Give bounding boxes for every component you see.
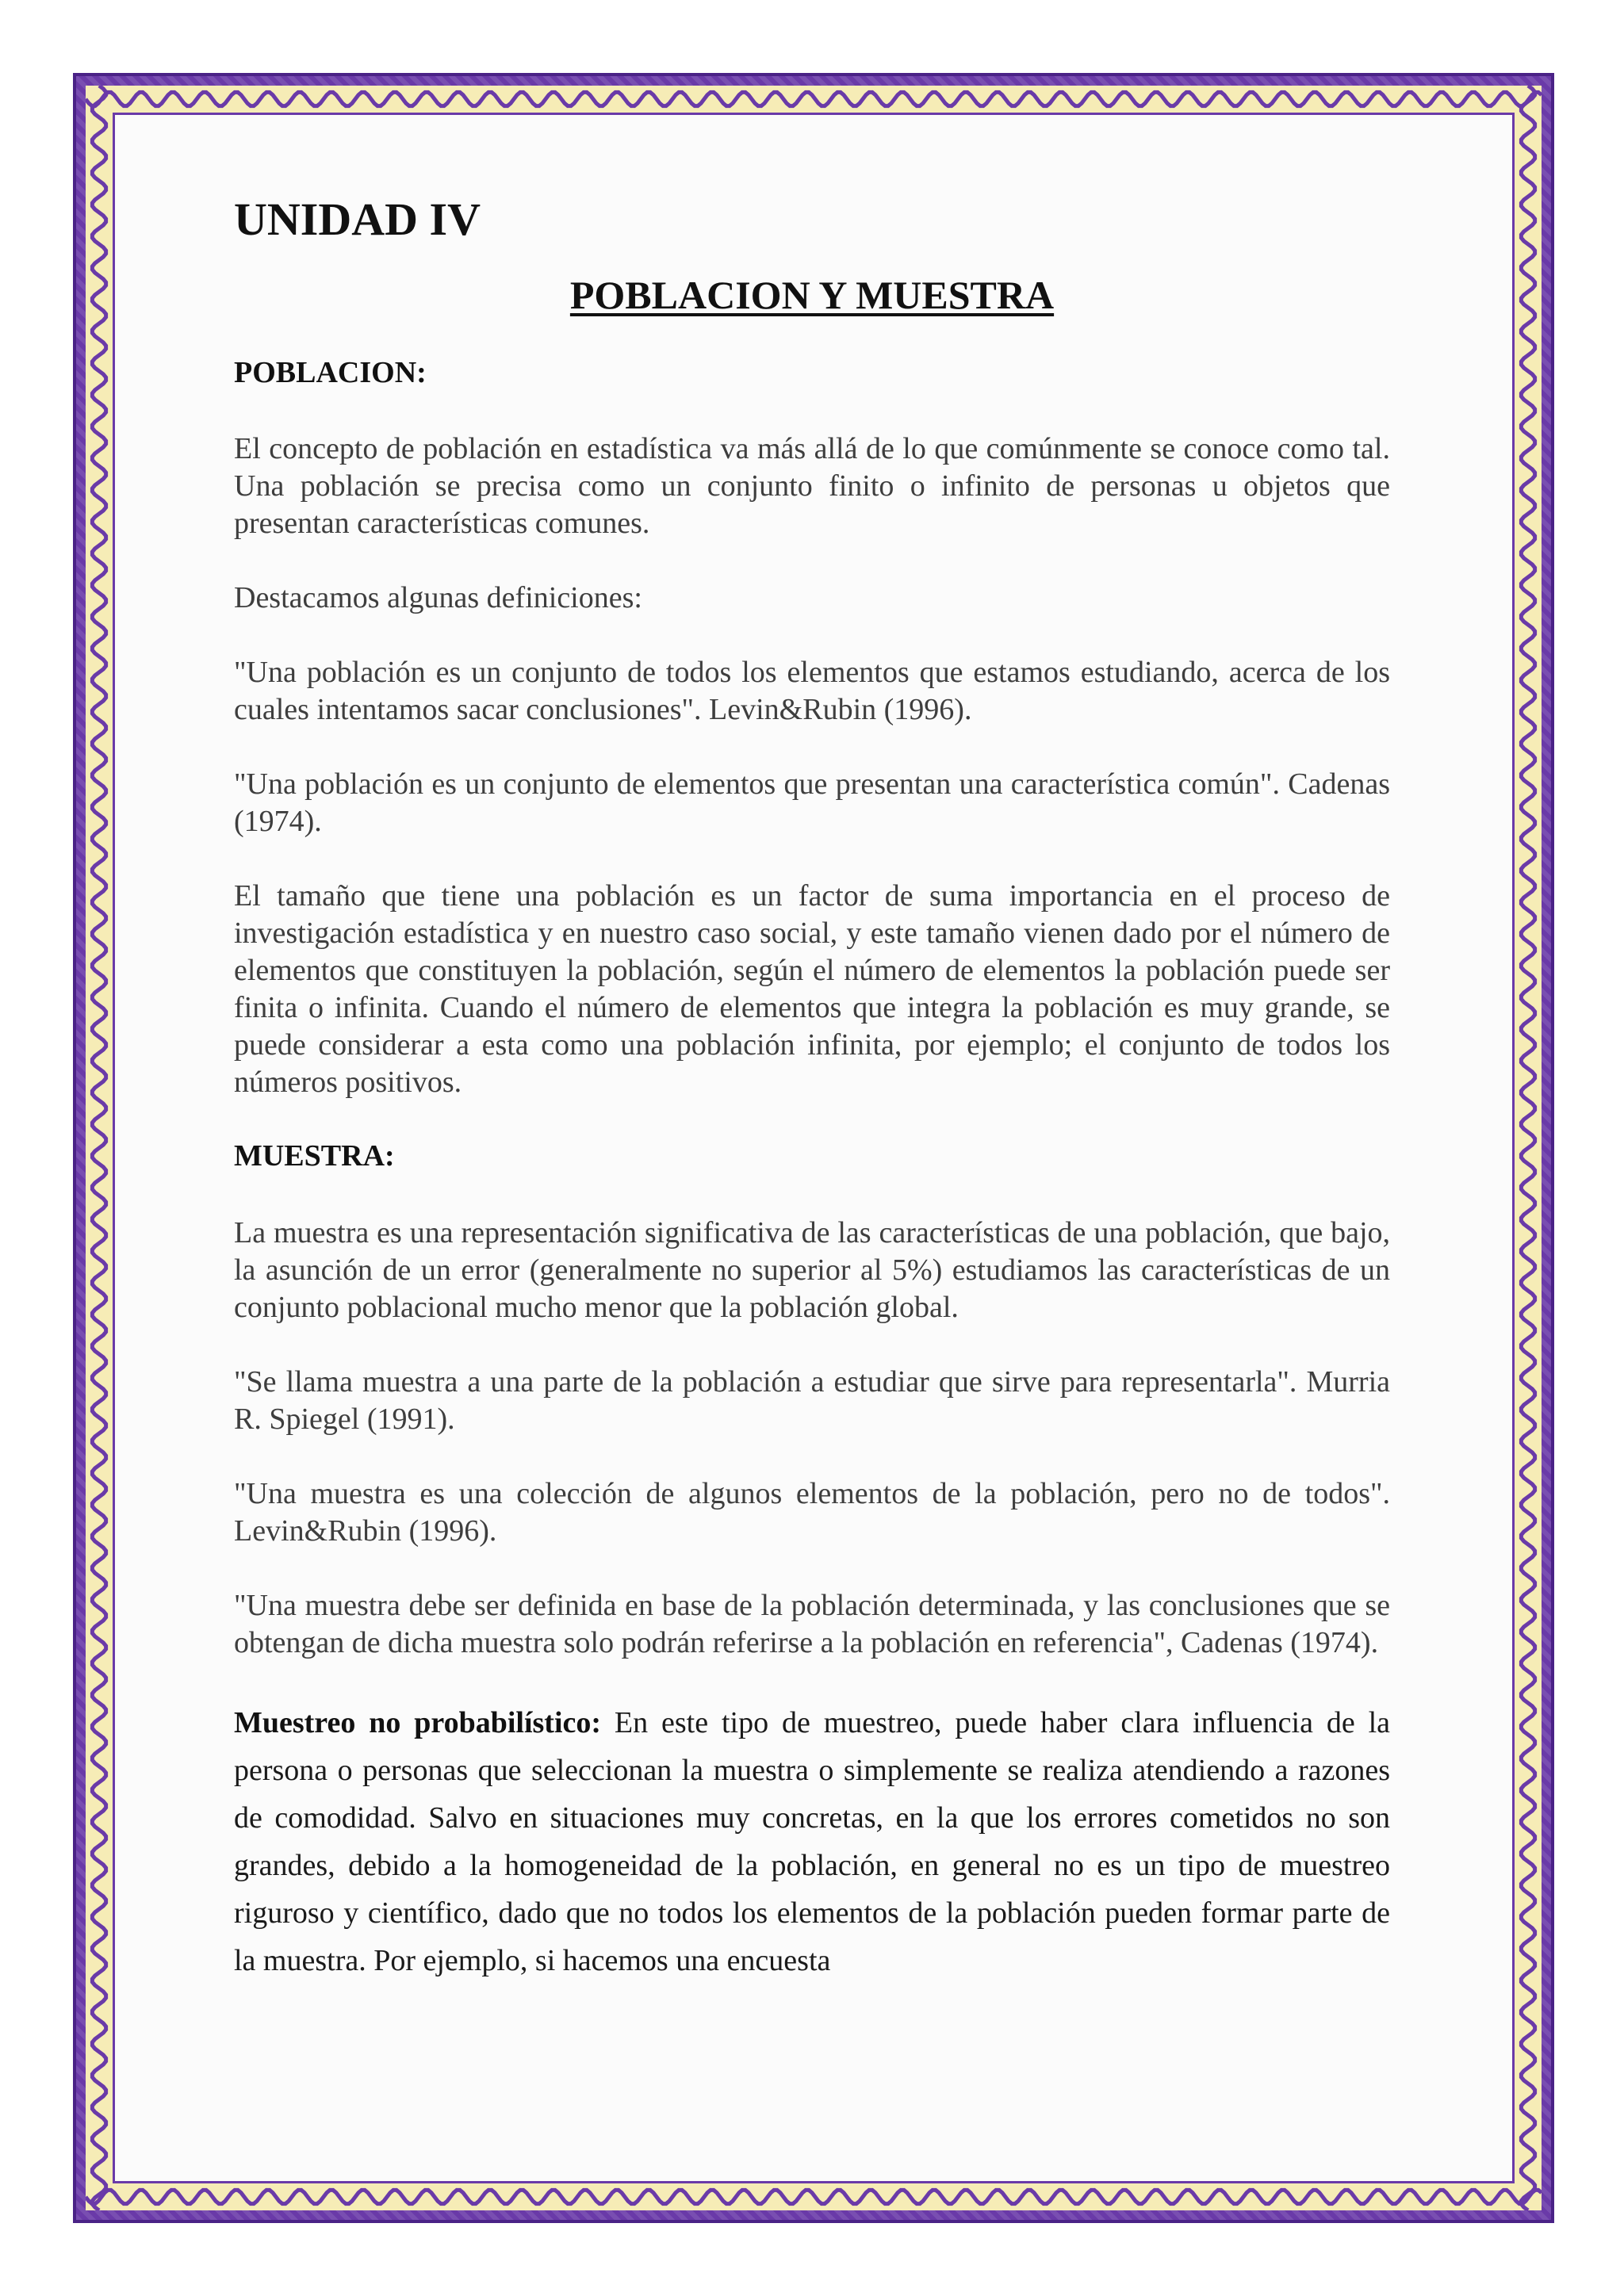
muestra-intro: La muestra es una representación significativa de las características de una población, que bajo, la asunción de un error (generalmente no superior al 5%) estudiamos las características de un conjunto poblacional mucho menor que la población global. (234, 1215, 1390, 1324)
wave-stroke (1521, 86, 1534, 2210)
section-heading-poblacion: POBLACION: (234, 355, 427, 389)
muestra-quote-1: "Se llama muestra a una parte de la población a estudiar que sirve para representarla". Murria R. Spiegel (1991). (234, 1364, 1390, 1436)
wave-stroke (92, 86, 105, 2210)
muestra-quote-3: "Una muestra debe ser definida en base de la población determinada, y las conclusiones que se obtengan de dicha muestra solo podrán referirse a la población en referencia", Cadenas (1974). (234, 1588, 1390, 1659)
muestreo-body: En este tipo de muestreo, puede haber clara influencia de la persona o personas que seleccionan la muestra o simplemente se realiza atendiendo a razones de comodidad. Salvo en situaciones muy concretas, en la que los errores cometidos no son grandes, debido a la homogeneidad de la población, en general no es un tipo de muestreo riguroso y científico, dado que no todos los elementos de la población pueden formar parte de la muestra. Por ejemplo, si hacemos una encuesta (234, 1705, 1390, 1977)
unit-heading: UNIDAD IV (234, 193, 481, 245)
page-title: POBLACION Y MUESTRA (569, 272, 1055, 317)
muestreo-lead: Muestreo no probabilístico: (234, 1705, 602, 1739)
definitions-lead: Destacamos algunas definiciones: (234, 581, 642, 615)
wave-stroke (86, 92, 1542, 105)
wave-stroke (86, 2190, 1542, 2203)
poblacion-quote-2: "Una población es un conjunto de elementos que presentan una característica común". Cadenas (1974). (234, 767, 1390, 839)
section-heading-muestra: MUESTRA: (234, 1139, 395, 1173)
poblacion-quote-1: "Una población es un conjunto de todos los elementos que estamos estudiando, acerca de los cuales intentamos sacar conclusiones". Levin&Rubin (1996). (234, 656, 1390, 727)
muestreo-paragraph (234, 1699, 1390, 1984)
poblacion-size-paragraph: El tamaño que tiene una población es un factor de suma importancia en el proceso de investigación estadística y en nuestro caso social, y este tamaño vienen dado por el número de elementos que constituyen la población, según el número de elementos la población puede ser finita o infinita. Cuando el número de elementos que integra la población es muy grande, se puede considerar a esta como una población infinita, por ejemplo; el conjunto de todos los números positivos. (234, 879, 1390, 1100)
poblacion-intro: El concepto de población en estadística va más allá de lo que comúnmente se conoce como tal. Una población se precisa como un conjunto finito o infinito de personas u objetos que presentan características comunes. (234, 432, 1390, 541)
muestra-quote-2: "Una muestra es una colección de algunos elementos de la población, pero no de todos". Levin&Rubin (1996). (234, 1476, 1390, 1548)
document-content (234, 194, 1390, 2022)
